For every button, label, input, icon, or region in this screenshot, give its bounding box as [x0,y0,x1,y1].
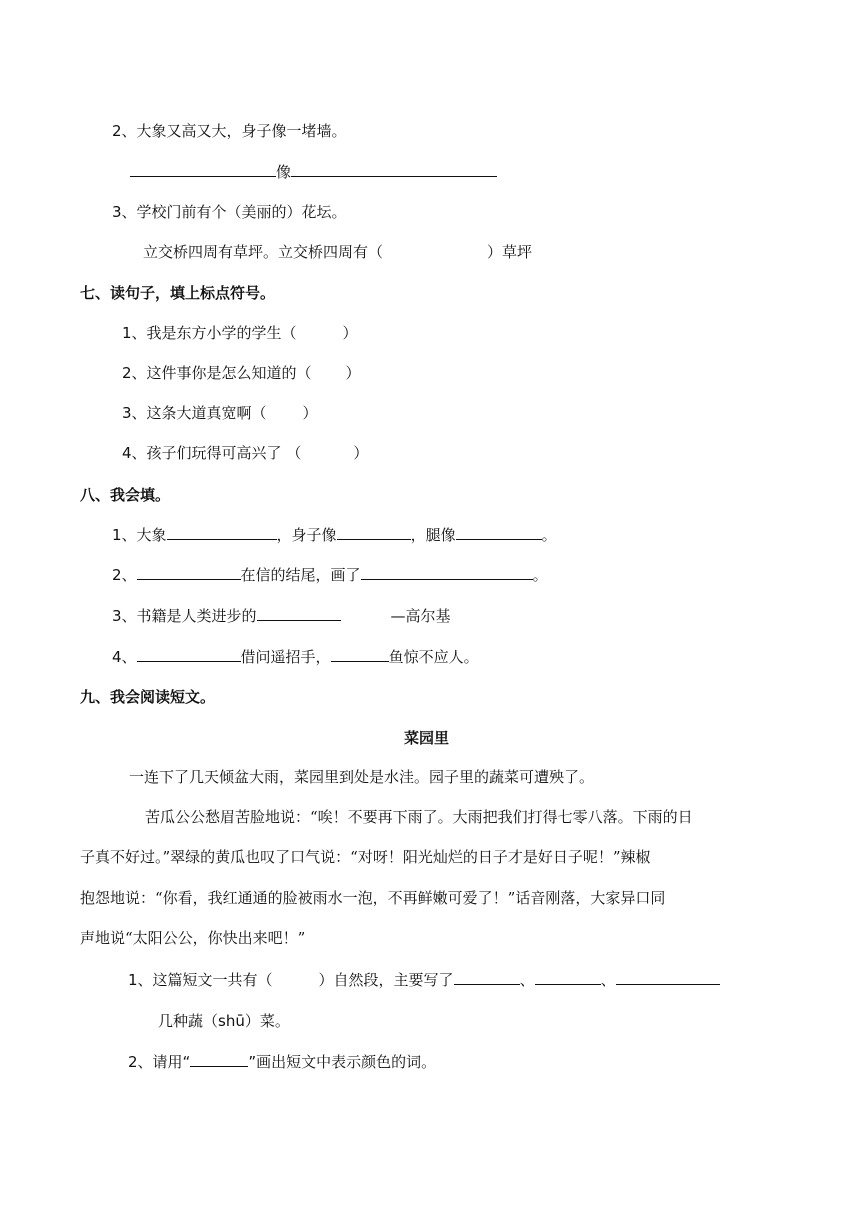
s7-item-text: 2、这件事你是怎么知道的（ [122,364,312,382]
passage-title: 菜园里 [404,729,450,747]
s7-item-3 [122,402,318,424]
s7-heading: 七、读句子，填上标点符号。 [80,284,276,302]
text: 鱼惊不应人。 [388,648,479,666]
text: 1、这篇短文一共有（ [128,971,273,989]
text: 。 [532,566,548,584]
s8-item-4 [112,646,479,668]
s8-item-3 [112,605,451,627]
s7-item-text: 4、孩子们玩得可高兴了 （ [122,444,302,462]
s7-item-text: 1、我是东方小学的学生（ [122,324,297,342]
answer-blank[interactable] [456,524,542,540]
answer-blank[interactable] [190,1051,248,1067]
s8-item-1 [112,524,557,546]
text: 在信的结尾，画了 [240,566,361,584]
s8-item-2 [112,564,548,586]
text: 、 [519,971,535,989]
s7-item-4 [122,442,368,464]
answer-blank[interactable] [337,524,411,540]
close-paren: ） [342,324,358,342]
close-paren: ） [345,364,361,382]
text: 2、请用“ [128,1053,191,1071]
s6-item3-example [143,241,532,263]
answer-blank[interactable] [616,969,720,985]
like-word: 像 [276,163,292,181]
s6-item3 [112,201,347,223]
answer-blank[interactable] [257,605,341,621]
text: 2、 [112,566,137,584]
text: 借问遥招手， [240,648,331,666]
passage-para-2-line-4: 声地说“太阳公公，你快出来吧！” [80,929,306,947]
text: ”画出短文中表示颜色的词。 [248,1053,437,1071]
passage-para-2-line-3: 抱怨地说：“你看，我红通通的脸被雨水一泡，不再鲜嫩可爱了！”话音刚落，大家异口同 [80,889,666,907]
s8-heading: 八、我会填。 [80,486,171,504]
answer-blank[interactable] [291,161,497,177]
author: —高尔基 [390,607,451,625]
s7-item-1 [122,322,358,344]
answer-blank[interactable] [454,969,520,985]
s6-item3-text: 3、学校门前有个（美丽的）花坛。 [112,203,347,221]
answer-blank[interactable] [361,564,533,580]
s7-item-text: 3、这条大道真宽啊（ [122,404,267,422]
question-2 [128,1051,436,1073]
passage-para-2-line-1: 苦瓜公公愁眉苦脸地说：“唉！不要再下雨了。大雨把我们打得七零八落。下雨的日 [145,808,693,826]
s6-item2 [112,120,347,142]
text: 、 [600,971,616,989]
answer-blank[interactable] [137,646,241,662]
answer-blank[interactable] [130,161,276,177]
text: ，身子像 [276,526,337,544]
s9-heading: 九、我会阅读短文。 [80,688,216,706]
text: ）自然段，主要写了 [318,971,454,989]
example-suffix: ）草坪 [487,243,533,261]
answer-blank[interactable] [137,564,241,580]
question-1-line-2: 几种蔬（shū）菜。 [158,1012,290,1030]
example-prefix: 立交桥四周有草坪。立交桥四周有（ [143,243,384,261]
text: ，腿像 [410,526,456,544]
answer-blank[interactable] [535,969,601,985]
answer-blank[interactable] [331,646,389,662]
passage-para-1: 一连下了几天倾盆大雨，菜园里到处是水洼。园子里的蔬菜可遭殃了。 [129,768,595,786]
text: 4、 [112,648,137,666]
text: 。 [541,526,557,544]
question-1 [128,969,720,991]
text: 1、大象 [112,526,167,544]
s6-item2-text: 2、大象又高又大，身子像一堵墙。 [112,122,347,140]
text: 3、书籍是人类进步的 [112,607,257,625]
close-paren: ） [302,404,318,422]
s6-item2-answer [130,161,497,183]
answer-blank[interactable] [167,524,277,540]
passage-para-2-line-2: 子真不好过。”翠绿的黄瓜也叹了口气说：“对呀！阳光灿烂的日子才是好日子呢！”辣椒 [80,848,651,866]
s7-item-2 [122,362,361,384]
close-paren: ） [353,444,369,462]
